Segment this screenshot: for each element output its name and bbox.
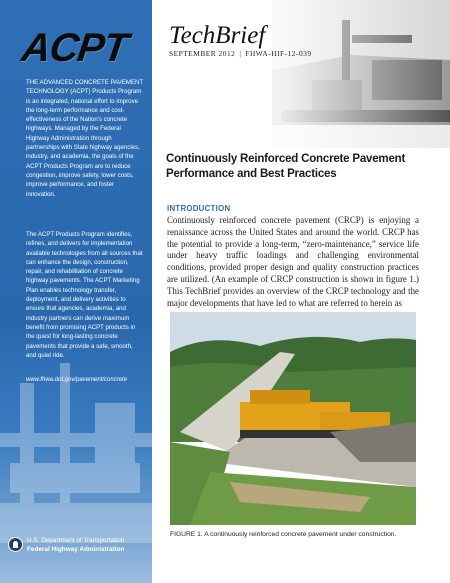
issue-separator: | xyxy=(239,49,242,58)
sidebar xyxy=(0,0,152,583)
figure-1-caption: FIGURE 1. A continuously reinforced concrete pavement under construction. xyxy=(170,531,397,538)
issue-line xyxy=(169,49,312,58)
crcp-construction-photo xyxy=(170,312,416,525)
section-heading-introduction: INTRODUCTION xyxy=(167,204,231,213)
usdot-seal-icon xyxy=(8,537,23,552)
dot-agency-name: U.S. Department of Transportation xyxy=(27,537,125,544)
issue-date: SEPTEMBER 2012 xyxy=(169,49,236,58)
introduction-paragraph: Continuously reinforced concrete pavement (CRCP) is enjoying a renaissance across the United States and around the world. CRCP has the potential to provide a long-term, “zero-maintenance,” service life under heavy traffic loadings and challenging environmental conditions, provided proper design and quality construction practices are utilized. (An example of CRCP construction is shown in figure 1.) This TechBrief provides an overview of the CRCP technology and the major developments that have led to what are referred to herein as xyxy=(167,215,419,308)
article-title: Continuously Reinforced Concrete Pavement Performance and Best Practices xyxy=(166,153,406,180)
report-number: FHWA-HIF-12-039 xyxy=(245,49,312,58)
fhwa-agency-name: Federal Highway Administration xyxy=(27,546,125,553)
program-goals-text: The ACPT Products Program identifies, refines, and delivers for implementation available technologies from all sources that can enhance the design, construction, repair, and rehabilitation of concrete highway pavements. The ACPT Marketing Plan enables technology transfer, deployment, and delivery activities to ensure that agencies, academia, and industry partners can derive maximum benefit from promising ACPT products in the quest for long-lasting concrete pavements that provide a safe, smooth, and quiet ride. xyxy=(26,231,143,359)
program-description: THE ADVANCED CONCRETE PAVEMENT TECHNOLOGY (ACPT) Products Program is an integrated, national effort to improve the long-term performance and cost-effectiveness of the Nation's concrete highways. Managed by the Federal Highway Administration through partnerships with State highway agencies, industry, and academia, the goals of the ACPT Products Program are to reduce congestion, improve safety, lower costs, improve performance, and foster innovation. xyxy=(26,79,144,198)
paving-machine-silhouette-image xyxy=(0,343,152,543)
program-url-link[interactable]: www.fhwa.dot.gov/pavement/concrete xyxy=(26,377,128,383)
acpt-logo: ACPT xyxy=(18,26,131,70)
techbrief-series-title: TechBrief xyxy=(169,22,266,49)
